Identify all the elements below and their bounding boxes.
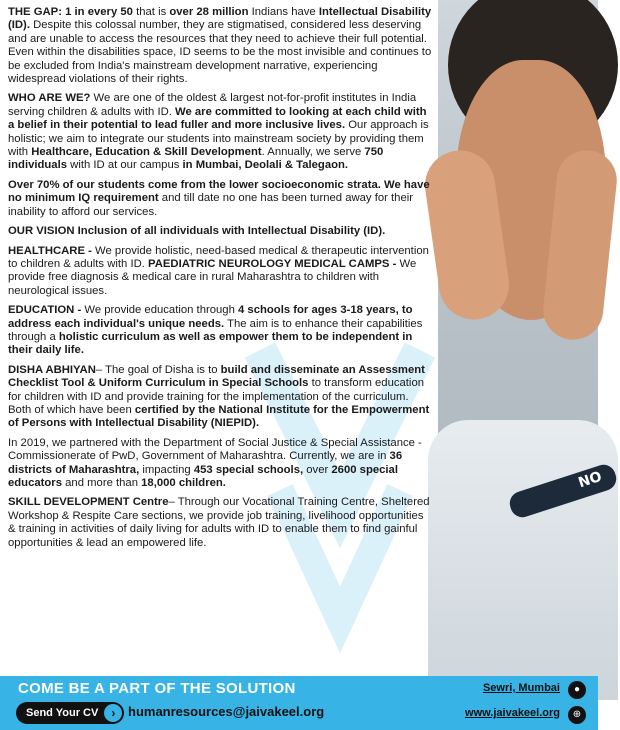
body-text: Indians have: [248, 6, 319, 18]
bold-text: 2600 special educators: [8, 463, 398, 489]
body-text: In 2019, we partnered with the Department of Social Justice & Special Assistance - Commissionerate of PwD, Government of Maharashtra. Currently, we are in: [8, 436, 422, 463]
paragraph: [8, 496, 434, 550]
send-cv-button[interactable]: [16, 702, 124, 724]
bold-text: build and disseminate an Assessment Checklist Tool & Uniform Curriculum in Special Schools: [8, 363, 425, 390]
bold-text: over 28 million: [169, 6, 249, 18]
bold-text: We are committed to looking at each child with a belief in their potential to lead fuller and more inclusive lives.: [8, 105, 427, 132]
map-pin-icon: ●: [568, 681, 586, 699]
bold-text: THE GAP: 1 in every 50: [8, 6, 133, 18]
child-photo: [438, 0, 604, 676]
paragraph: [8, 245, 434, 299]
bold-text: Healthcare, Education & Skill Development: [31, 146, 262, 159]
body-text: We provide free diagnosis & medical care in rural Maharashtra to children with neurological issues.: [8, 257, 417, 297]
body-text: Despite this colossal number, they are stigmatised, considered less deserving and are unable to access the resources that they need to achieve their full potential. Even within the disabilities space, ID seems to be the most invisible and continues to be excluded from India's mainstream development narrative, experiencing widespread violations of their rights.: [8, 19, 432, 86]
bold-text: in Mumbai, Deolali & Talegaon.: [182, 159, 349, 172]
cta-heading: COME BE A PART OF THE SOLUTION: [18, 680, 296, 697]
body-text: to transform education for children with ID and provide training for the implementation of the curriculum. Both of which have been: [8, 377, 425, 416]
photo-shirt: [428, 420, 618, 700]
globe-icon: ⊕: [568, 706, 586, 724]
body-text: impacting: [139, 463, 194, 476]
body-text: We provide holistic, need-based medical & therapeutic intervention to children & adults with ID.: [8, 244, 429, 270]
bold-text: Intellectual Disability (ID).: [8, 6, 432, 32]
paragraph: [8, 179, 434, 219]
email-link[interactable]: humanresources@jaivakeel.org: [128, 704, 325, 719]
location-link[interactable]: Sewri, Mumbai: [482, 682, 560, 694]
body-text: We are one of the oldest & largest not-for-profit institutes in India serving children & adults with ID.: [8, 92, 417, 118]
bold-text: holistic curriculum as well as empower them to be independent in their daily life.: [8, 330, 413, 357]
send-cv-label: Send Your CV: [26, 707, 99, 719]
bold-text: DISHA ABHIYAN: [8, 363, 96, 376]
body-text: . Annually, we serve: [261, 146, 365, 159]
paragraph: [8, 364, 434, 431]
bold-text: SKILL DEVELOPMENT Centre: [8, 496, 169, 509]
website-link[interactable]: www.jaivakeel.org: [465, 707, 560, 719]
wristband-text: NO: [576, 468, 604, 492]
paragraph: [8, 6, 434, 86]
body-text: and more than: [62, 477, 142, 489]
body-text: and till date no one has been turned away for their inability to afford our services.: [8, 192, 414, 218]
paragraph: [8, 304, 434, 358]
body-text: with ID at our campus: [67, 159, 183, 172]
bold-text: EDUCATION -: [8, 304, 82, 317]
bold-text: PAEDIATRIC NEUROLOGY MEDICAL CAMPS -: [148, 257, 397, 270]
bold-text: Over 70% of our students come from the lower socioeconomic strata. We have no minimum IQ requirement: [8, 178, 430, 205]
body-text: – Through our Vocational Training Centre, Sheltered Workshop & Respite Care sections, we provide job training, livelihood opportunities & training in activities of daily living for adults with ID to enable them to find gainful opportunities & lead an empowered life.: [8, 496, 430, 549]
chevron-right-icon: ›: [104, 704, 122, 722]
bold-text: certified by the National Institute for the Empowerment of Persons with Intellectual Disability (NIEPID).: [8, 403, 430, 430]
bold-text: 18,000 children.: [141, 477, 226, 489]
bold-text: WHO ARE WE?: [8, 92, 91, 105]
body-text: We provide education through: [81, 304, 239, 317]
paragraph: [8, 225, 434, 238]
bold-text: 36 districts of Maharashtra,: [8, 450, 403, 476]
bold-text: 4 schools for ages 3-18 years, to address each individual's unique needs.: [8, 304, 413, 330]
bold-text: HEALTHCARE -: [8, 244, 92, 257]
footer-bar: [0, 676, 598, 730]
body-text: – The goal of Disha is to: [95, 363, 221, 376]
bold-text: 453 special schools,: [193, 463, 304, 476]
body-text: that is: [132, 6, 170, 18]
paragraph: [8, 92, 434, 172]
body-text: over: [303, 463, 332, 476]
bold-text: 750 individuals: [8, 146, 384, 172]
paragraph: [8, 437, 434, 491]
body-text: Our approach is holistic; we aim to integrate our students into mainstream society by providing them with: [8, 119, 429, 159]
content-column: [8, 6, 434, 556]
body-text: The aim is to enhance their capabilities through a: [8, 317, 423, 343]
bold-text: OUR VISION Inclusion of all individuals with Intellectual Disability (ID).: [8, 225, 386, 238]
